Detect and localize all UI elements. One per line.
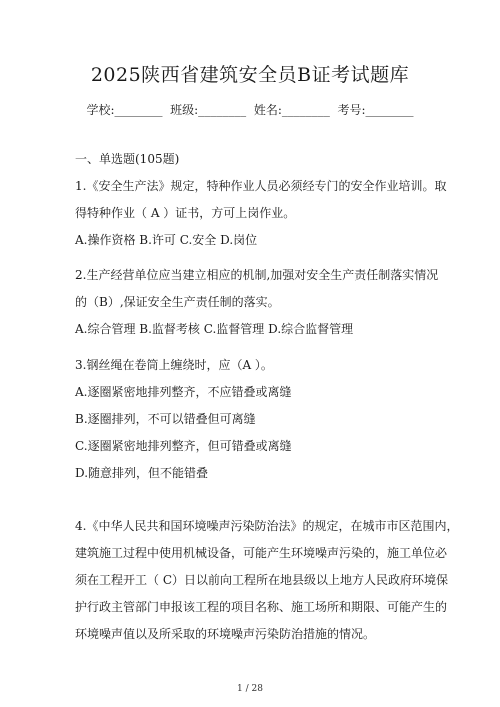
question-3-option-d: D.随意排列，但不能错叠	[75, 466, 209, 480]
question-4-line-5: 环境噪声值以及所采取的环境噪声污染防治措施的情况。	[75, 627, 376, 641]
question-4-line-4: 护行政主管部门申报该工程的项目名称、施工场所和期限、可能产生的	[75, 600, 448, 614]
page-number: 1 / 28	[237, 684, 263, 694]
question-3-option-a: A.逐圈紧密地排列整齐，不应错叠或离缝	[75, 385, 292, 399]
question-4-line-3: 须在工程开工（ C）日以前向工程所在地县级以上地方人民政府环境保	[75, 573, 448, 587]
question-3-option-c: C.逐圈紧密地排列整齐，但可错叠或离缝	[75, 439, 292, 453]
student-info-line: 学校:________ 班级:________ 姓名:________ 考号:________	[86, 103, 414, 117]
question-4-line-1: 4.《中华人民共和国环境噪声污染防治法》的规定，在城市市区范围内，	[75, 519, 459, 533]
document-title: 2025陕西省建筑安全员B证考试题库	[90, 64, 410, 86]
question-1-options: A.操作资格 B.许可 C.安全 D.岗位	[75, 233, 258, 247]
question-1-line-2: 得特种作业（ A ）证书，方可上岗作业。	[75, 206, 296, 220]
question-2-options: A.综合管理 B.监督考核 C.监督管理 D.综合监督管理	[75, 322, 354, 336]
question-4-line-2: 建筑施工过程中使用机械设备，可能产生环境噪声污染的，施工单位必	[75, 546, 448, 560]
question-3-option-b: B.逐圈排列，不可以错叠但可离缝	[75, 412, 256, 426]
question-2-line-1: 2.生产经营单位应当建立相应的机制,加强对安全生产责任制落实情况	[75, 268, 439, 282]
section-heading: 一、单选题(105题)	[75, 152, 180, 166]
question-3-line-1: 3.钢丝绳在卷筒上缠绕时，应（A ）。	[75, 358, 273, 372]
question-2-line-2: 的（B）,保证安全生产责任制的落实。	[75, 295, 280, 309]
question-1-line-1: 1.《安全生产法》规定，特种作业人员必须经专门的安全作业培训。取	[75, 179, 447, 193]
